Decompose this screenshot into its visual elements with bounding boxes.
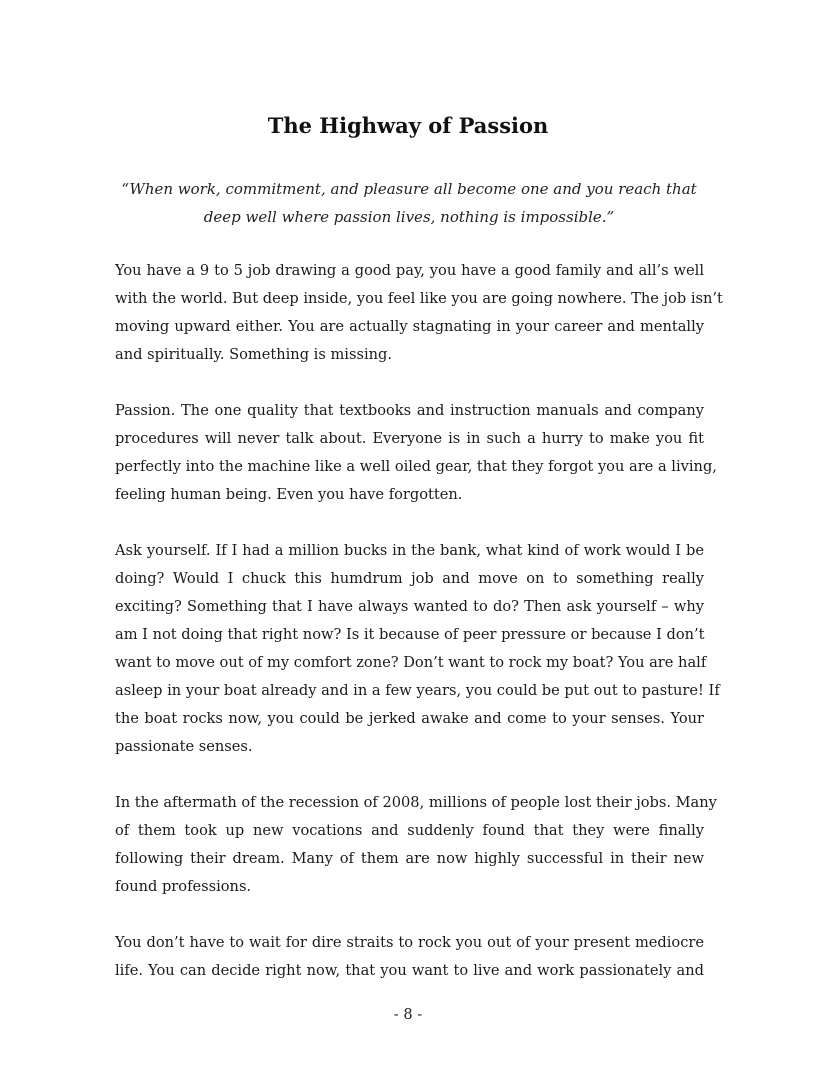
paragraph-1 bbox=[115, 257, 723, 369]
text-line: You don’t have to wait for dire straits to rock you out of your present mediocre bbox=[115, 934, 704, 951]
text-line: procedures will never talk about. Everyone is in such a hurry to make you fit bbox=[115, 430, 704, 447]
text-line: the boat rocks now, you could be jerked awake and come to your senses. Your bbox=[115, 710, 704, 727]
text-line: perfectly into the machine like a well oiled gear, that they forgot you are a living, bbox=[115, 458, 717, 475]
text-line: Passion. The one quality that textbooks and instruction manuals and company bbox=[115, 402, 704, 419]
page-title: The Highway of Passion bbox=[267, 113, 549, 138]
text-line: asleep in your boat already and in a few years, you could be put out to pasture! If bbox=[115, 682, 720, 699]
text-line: passionate senses. bbox=[115, 738, 253, 755]
quote-line: “When work, commitment, and pleasure all become one and you reach that bbox=[121, 180, 697, 198]
text-line: of them took up new vocations and suddenly found that they were finally bbox=[115, 822, 704, 839]
text-line: exciting? Something that I have always wanted to do? Then ask yourself – why bbox=[115, 598, 704, 615]
text-line: feeling human being. Even you have forgotten. bbox=[115, 486, 463, 503]
text-line: want to move out of my comfort zone? Don’t want to rock my boat? You are half bbox=[115, 654, 707, 671]
text-line: moving upward either. You are actually stagnating in your career and mentally bbox=[115, 318, 704, 335]
text-line: and spiritually. Something is missing. bbox=[115, 346, 393, 363]
paragraph-4 bbox=[115, 789, 717, 901]
text-line: following their dream. Many of them are now highly successful in their new bbox=[115, 850, 704, 867]
epigraph-quote bbox=[115, 175, 703, 231]
text-line: Ask yourself. If I had a million bucks in the bank, what kind of work would I be bbox=[115, 542, 704, 559]
text-line: doing? Would I chuck this humdrum job and move on to something really bbox=[115, 570, 704, 587]
text-line: found professions. bbox=[115, 878, 252, 895]
quote-line: deep well where passion lives, nothing is impossible.” bbox=[203, 208, 615, 226]
text-line: life. You can decide right now, that you want to live and work passionately and bbox=[115, 962, 704, 979]
text-line: am I not doing that right now? Is it because of peer pressure or because I don’t bbox=[115, 626, 705, 643]
text-line: You have a 9 to 5 job drawing a good pay, you have a good family and all’s well bbox=[115, 262, 704, 279]
paragraph-5 bbox=[115, 929, 704, 985]
body-text bbox=[115, 257, 723, 1013]
text-line: In the aftermath of the recession of 2008, millions of people lost their jobs. Many bbox=[115, 794, 717, 811]
text-line: with the world. But deep inside, you feel like you are going nowhere. The job isn’t bbox=[115, 290, 723, 307]
paragraph-2 bbox=[115, 397, 717, 509]
page-number: - 8 - bbox=[393, 1006, 423, 1023]
paragraph-3 bbox=[115, 537, 720, 761]
